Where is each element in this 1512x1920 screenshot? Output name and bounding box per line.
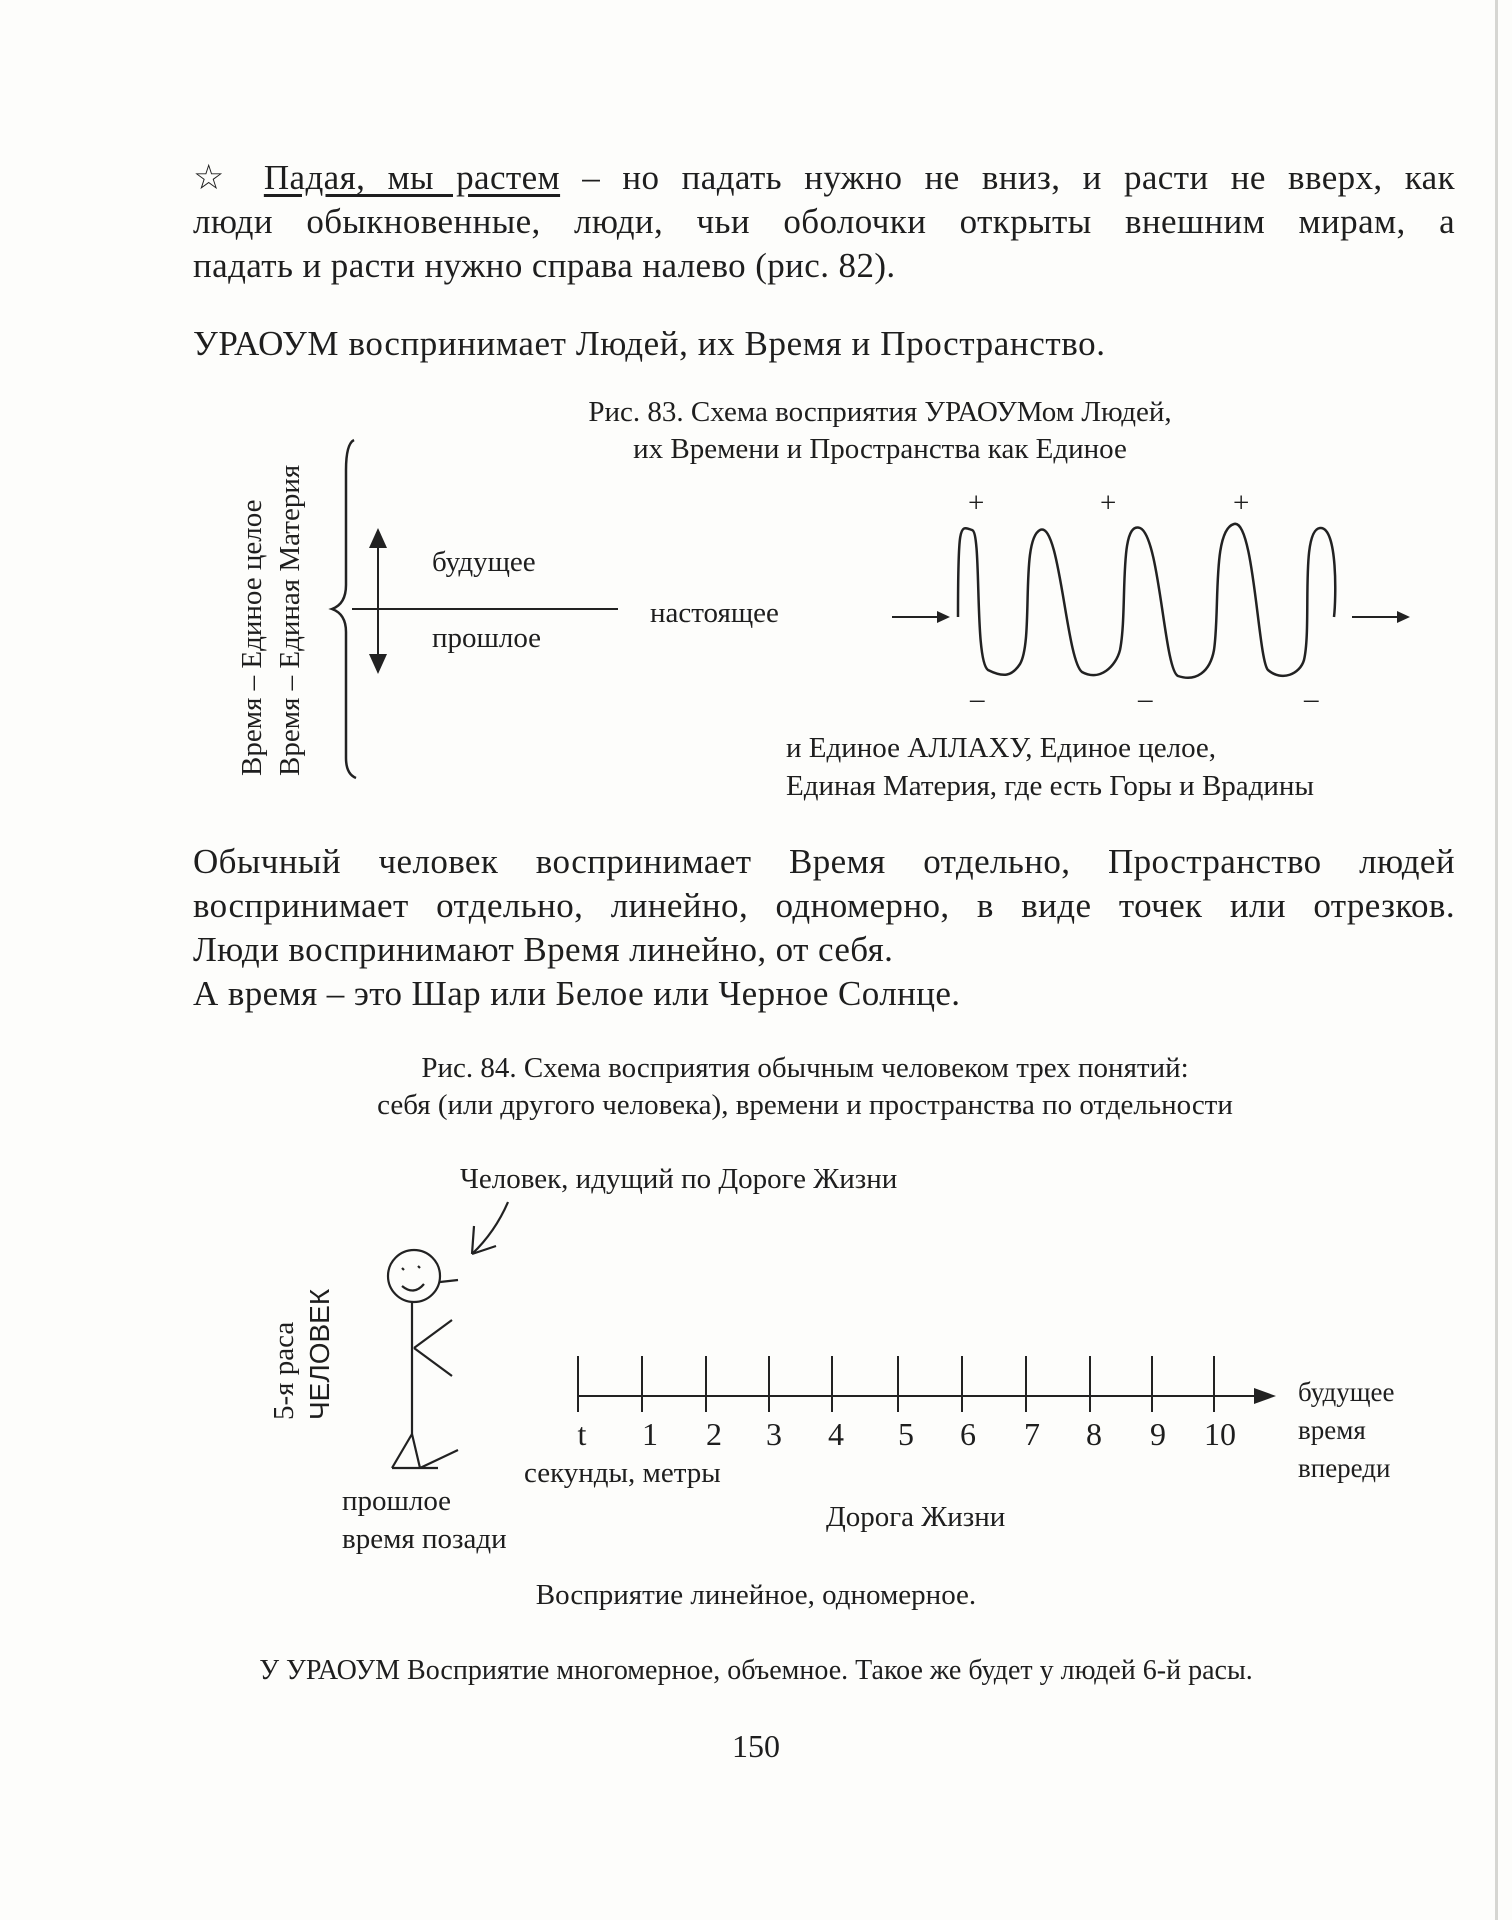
minus-sign: – [1138,683,1153,715]
present-label: настоящее [650,597,779,629]
pointer-arrow-icon [472,1202,508,1254]
past-label: прошлое [342,1485,452,1517]
fig83-vertical-label-1: Время – Единое целое [236,499,268,776]
plus-sign: + [1100,487,1117,519]
fig84-vertical-label-2: ЧЕЛОВЕК [304,1288,335,1420]
past-label: время позади [342,1523,507,1555]
paragraph-text: – но падать нужно не вниз, и расти не вверх, как [582,158,1456,197]
tick-label: 10 [1204,1416,1236,1452]
fig83-note-line1: и Единое АЛЛАХУ, Единое целое, [786,732,1217,764]
fig84-vertical-label-1: 5-я раса [268,1321,300,1420]
tick-label: 3 [766,1416,782,1452]
tick-label: 9 [1150,1416,1166,1452]
future-label: время [1298,1415,1366,1445]
tick-label: 4 [828,1416,844,1452]
tick-label: t [577,1416,587,1452]
person-label: Человек, идущий по Дороге Жизни [460,1163,898,1195]
future-label: будущее [1298,1377,1395,1407]
minus-sign: – [970,683,985,715]
tick-label: 8 [1086,1416,1102,1452]
underlined-phrase: Падая, мы растем [263,158,561,197]
fig83-note-line2: Единая Материя, где есть Горы и Врадины [786,770,1314,802]
paragraph-line: падать и расти нужно справа налево (рис. 82). [193,246,896,285]
future-label: впереди [1298,1453,1391,1483]
plus-sign: + [968,487,985,519]
page-number: 150 [732,1728,780,1764]
caption-line: их Времени и Пространства как Единое [633,433,1127,465]
paragraph-line: Люди воспринимают Время линейно, от себя. [193,930,894,969]
axis-ticks [578,1356,1214,1412]
caption-line: Рис. 84. Схема восприятия обычным человеком трех понятий: [421,1052,1189,1084]
caption-line: Рис. 83. Схема восприятия УРАОУМом Людей, [588,396,1172,428]
tick-label: 2 [706,1416,722,1452]
tick-label: 7 [1024,1416,1040,1452]
fig83-vertical-label-2: Время – Единая Материя [274,464,306,776]
stick-figure [388,1250,458,1468]
paragraph-line: воспринимает отдельно, линейно, одномерно, в виде точек или отрезков. [193,886,1455,925]
star-icon: ☆ [193,158,238,197]
paragraph-line: люди обыкновенные, люди, чьи оболочки открыты внешним мирам, а [193,202,1455,241]
road-label: Дорога Жизни [826,1501,1006,1533]
tick-label: 5 [898,1416,914,1452]
section-heading: УРАОУМ воспринимает Людей, их Время и Пространство. [193,324,1106,363]
caption-line: себя (или другого человека), времени и пространства по отдельности [377,1089,1233,1121]
plus-sign: + [1233,487,1250,519]
tick-label: 6 [960,1416,976,1452]
minus-sign: – [1304,683,1319,715]
footer-note: У УРАОУМ Восприятие многомерное, объемное. Такое же будет у людей 6-й расы. [259,1655,1253,1686]
arrow-right-icon [1254,1388,1276,1404]
future-label: будущее [432,546,536,578]
paragraph-line: Обычный человек воспринимает Время отдельно, Пространство людей [193,842,1455,881]
past-label: прошлое [432,622,542,654]
tick-label: 1 [642,1416,658,1452]
paragraph-line: А время – это Шар или Белое или Черное Солнце. [193,974,961,1013]
perception-label: Восприятие линейное, одномерное. [535,1579,977,1611]
units-label: секунды, метры [524,1457,721,1489]
